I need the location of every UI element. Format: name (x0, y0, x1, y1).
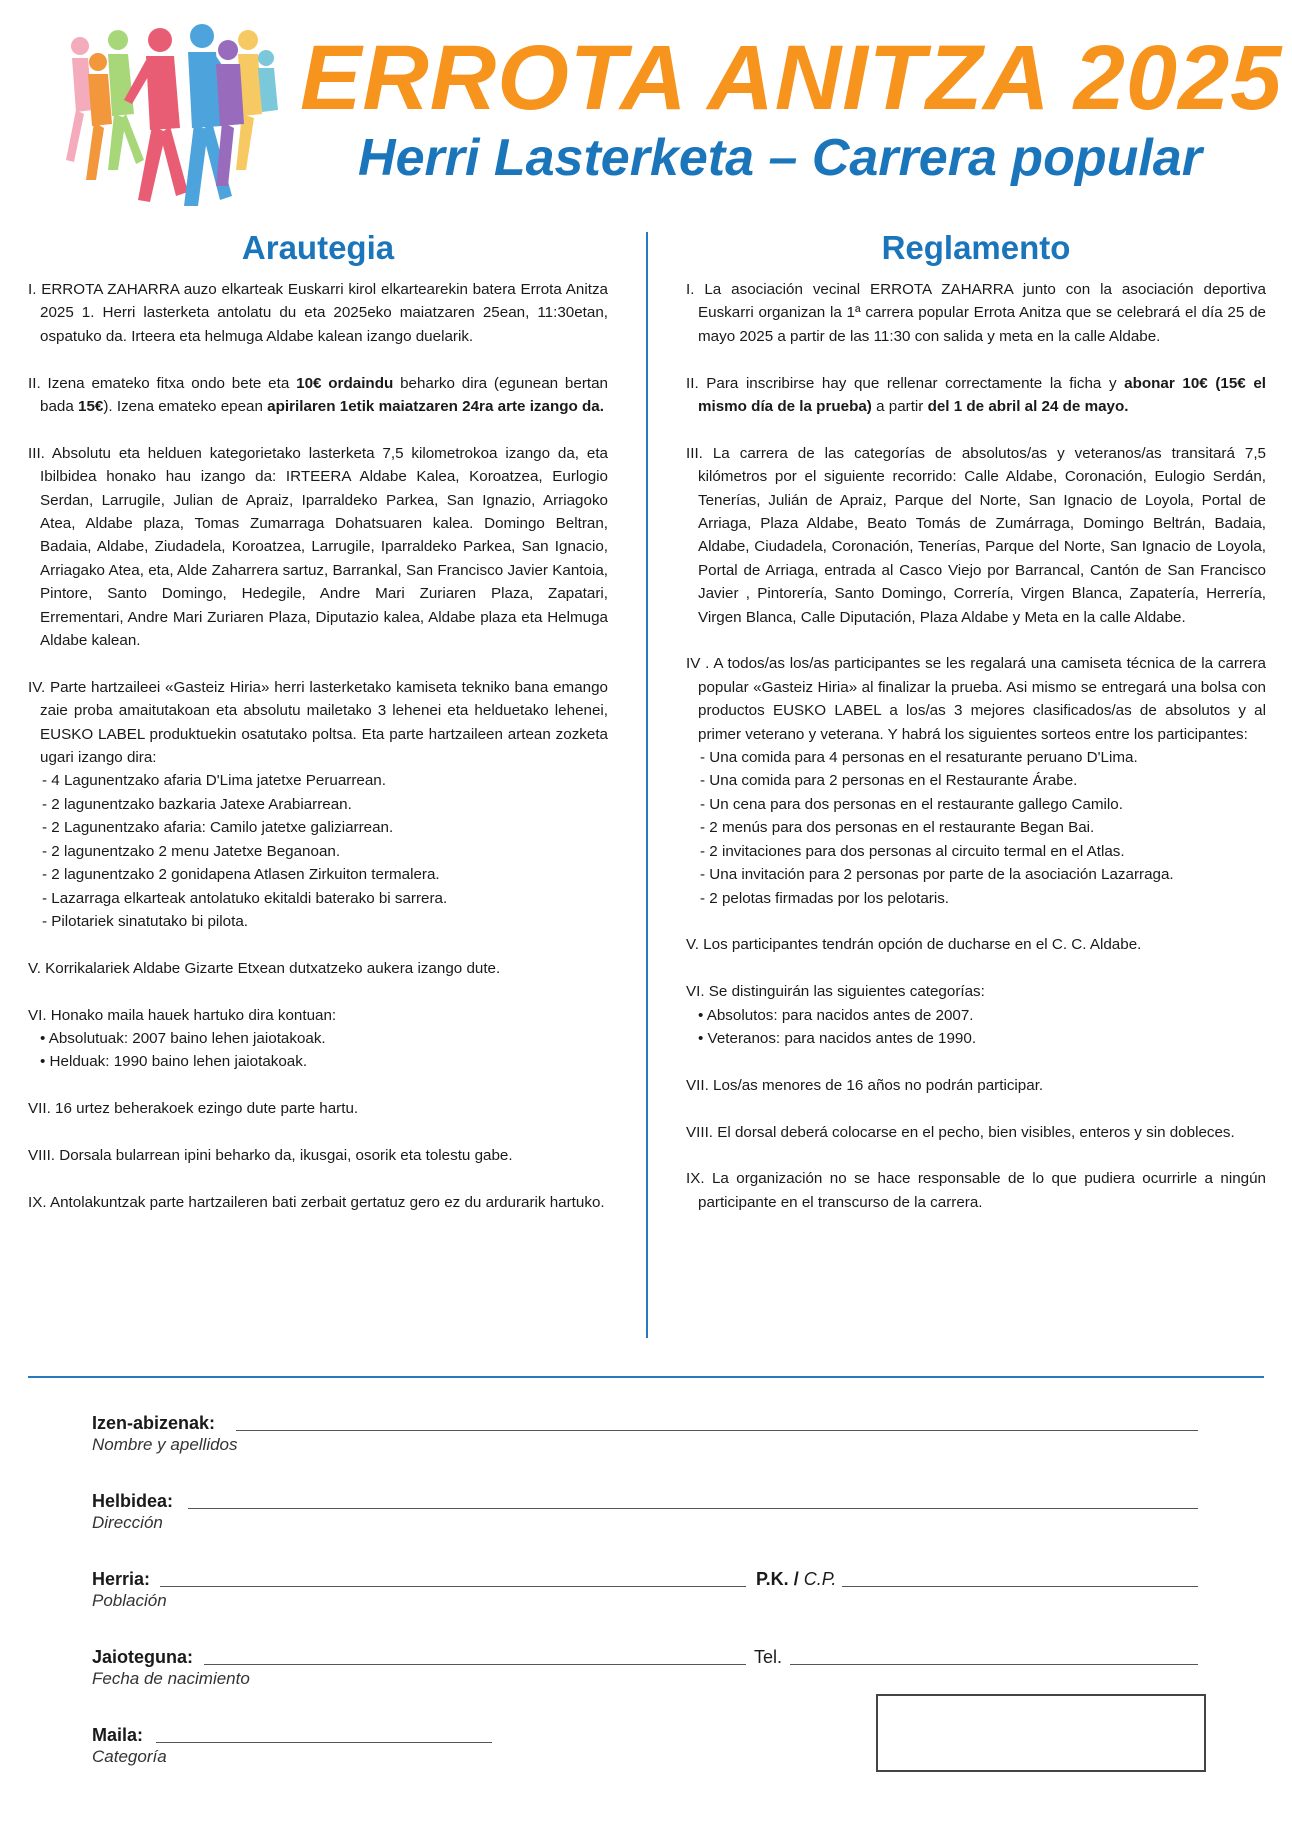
arautegia-section-7 (28, 1097, 608, 1120)
reglamento-s2c: (15€ el mismo día de la prueba) (698, 374, 1266, 416)
reglamento-column (686, 228, 1266, 1238)
phone-field-label (754, 1646, 782, 1668)
arautegia-s1-text: I. ERROTA ZAHARRA auzo elkarteak Euskarri kirol elkartearekin batera Errota Anitza 2025 1. Herri lasterketa antolatu du eta 2025eko maiatzaren 25ean, 11:30etan, ospatuko da. Irteera eta helmuga Aldabe kalean izango duelarik. (28, 281, 608, 345)
arautegia-s3-text: III. Absolutu eta helduen kategorietako lasterketa 7,5 kilometrokoa izango da, eta Ibilbidea honako hau izango da: IRTEERA Aldabe Kalea, Koroatzea, Eurlogio Serdan, Larrugile, Julian de Apraiz, Iparraldeko Parkea, San Ignazio, Arriagoko Atea, Aldabe plaza, Tomas Zumarraga Dohatsuaren kalea. Domingo Beltran, Badaia, Aldabe, Ziudadela, Koroatzea, Larrugile, Iparraldeko Parkea, San Ignacio, Arriagako Atea, eta, Alde Zaharrera sartuz, Barrankal, San Francisco Javier Kantoia, Pintore, Santo Domingo, Hedegile, Andre Mari Zuriaren Plaza, Zapatari, Errementari, Andre Mari Zuriaren Plaza, Diputazio kalea, Aldabe plaza eta Helmuga Aldabe kalean. (28, 444, 608, 650)
category-field-label (92, 1724, 167, 1768)
pk-label-text: P.K. / (756, 1569, 804, 1589)
name-label: Izen-abizenak: (92, 1413, 216, 1433)
arautegia-s2b: 10€ ordaindu (296, 374, 394, 392)
reglamento-section-2 (686, 372, 1266, 419)
arautegia-section-3 (28, 442, 608, 653)
arautegia-s2-text (28, 372, 608, 419)
reglamento-s5-text: V. Los participantes tendrán opción de ducharse en el C. C. Aldabe. (686, 936, 1142, 954)
birthdate-sublabel: Fecha de nacimiento (92, 1669, 250, 1688)
reglamento-s2e: del 1 de abril al 24 de mayo. (927, 398, 1129, 416)
category-input-line[interactable] (156, 1742, 492, 1743)
reglamento-s2-text (686, 372, 1266, 419)
arautegia-heading: Arautegia (241, 229, 395, 266)
reglamento-section-6 (686, 980, 1266, 1050)
arautegia-s6-text: VI. Honako maila hauek hartuko dira kontuan: (28, 1006, 337, 1024)
cp-label-text: C.P. (803, 1569, 837, 1589)
postal-code-input-line[interactable] (842, 1586, 1198, 1587)
official-use-box (876, 1694, 1206, 1772)
arautegia-s7-text: VII. 16 urtez beherakoek ezingo dute parte hartu. (28, 1100, 359, 1118)
phone-label: Tel. (754, 1647, 783, 1667)
list-item: - 2 invitaciones para dos personas al circuito termal en el Atlas. (700, 842, 1125, 860)
postal-code-field-label (756, 1568, 836, 1590)
postal-code-label (756, 1568, 836, 1590)
list-item: - 2 pelotas firmadas por los pelotaris. (700, 889, 950, 907)
list-item: - 2 lagunentzako 2 gonidapena Atlasen Zirkuiton termalera. (42, 866, 440, 884)
event-title: ERROTA ANITZA 2025 (300, 27, 1283, 129)
address-field-label (92, 1490, 173, 1534)
list-item: - Una invitación para 2 personas por parte de la asociación Lazarraga. (700, 866, 1174, 884)
birthdate-field-label (92, 1646, 250, 1690)
name-field-label (92, 1412, 238, 1456)
reglamento-s8-text: VIII. El dorsal deberá colocarse en el pecho, bien visibles, enteros y sin dobleces. (686, 1123, 1235, 1141)
list-item: - Una comida para 2 personas en el Restaurante Árabe. (700, 772, 1078, 790)
reglamento-s7-text: VII. Los/as menores de 16 años no podrán participar. (686, 1076, 1044, 1094)
category-label: Maila: (92, 1725, 144, 1745)
name-input-line[interactable] (236, 1430, 1198, 1431)
reglamento-s1-text: I. La asociación vecinal ERROTA ZAHARRA junto con la asociación deportiva Euskarri organizan la 1ª carrera popular Errota Anitza que se celebrará el día 25 de mayo 2025 a partir de las 11:30 con salida y meta en la calle Aldabe. (686, 281, 1266, 345)
town-label: Herria: (92, 1569, 151, 1589)
arautegia-prize-list (28, 769, 608, 933)
list-item: - 2 Lagunentzako afaria: Camilo jatetxe galiziarrean. (42, 819, 394, 837)
arautegia-section-9 (28, 1191, 608, 1214)
list-item: - Una comida para 4 personas en el resaturante peruano D'Lima. (700, 749, 1138, 767)
list-item: - 2 lagunentzako bazkaria Jatexe Arabiarrean. (42, 795, 352, 813)
list-item: - Lazarraga elkarteak antolatuko ekitaldi baterako bi sarrera. (42, 889, 448, 907)
name-sublabel: Nombre y apellidos (92, 1435, 238, 1454)
column-divider (646, 232, 648, 1338)
arautegia-s8-text: VIII. Dorsala bularrean ipini beharko da, ikusgai, osorik eta tolestu gabe. (28, 1146, 513, 1164)
list-item: - 2 menús para dos personas en el restaurante Began Bai. (700, 819, 1095, 837)
reglamento-heading: Reglamento (881, 229, 1071, 266)
reglamento-s3-text: III. La carrera de las categorías de absolutos/as y veteranos/as transitará 7,5 kilómetros por el siguiente recorrido: Calle Aldabe, Coronación, Eulogio Serdán, Tenerías, Julián de Apraiz, Parque del Norte, San Ignacio de Loyola, Portal de Arriaga, Plaza Aldabe, Beato Tomás de Zumárraga, Domingo Beltrán, Badaia, Aldabe, Ciudadela, Coronación, Tenerías, Parque del Norte, San Ignacio de Loyola, Portal de Arriaga, entrada al Casco Viejo por Barrancal, Cantón de San Francisco Javier , Pintorería, Santo Domingo, Correría, Virgen Blanca, Zapatería, Herrería, Virgen Blanca, Calle Diputación, Plaza Aldabe y Meta en la calle Aldabe. (686, 444, 1266, 626)
runners-logo-icon (52, 10, 292, 220)
arautegia-s2e: ). Izena emateko epean (103, 398, 268, 416)
reglamento-section-4 (686, 652, 1266, 909)
town-sublabel: Población (92, 1591, 167, 1610)
form-separator (28, 1376, 1264, 1378)
reglamento-s9-text: IX. La organización no se hace responsable de lo que pudiera ocurrirle a ningún participante en el transcurso de la carrera. (686, 1170, 1266, 1211)
town-input-line[interactable] (160, 1586, 746, 1587)
reglamento-s2d: a partir (871, 398, 928, 416)
arautegia-column (28, 228, 608, 1238)
address-label: Helbidea: (92, 1491, 174, 1511)
birthdate-label: Jaioteguna: (92, 1647, 194, 1667)
arautegia-section-6 (28, 1004, 608, 1074)
arautegia-category-list (28, 1027, 608, 1074)
list-item: • Helduak: 1990 baino lehen jaiotakoak. (40, 1053, 308, 1071)
reglamento-section-5 (686, 933, 1266, 956)
reglamento-s2a: II. Para inscribirse hay que rellenar correctamente la ficha y (686, 374, 1125, 392)
arautegia-s2c: beharko dira (egunean bertan bada (40, 374, 608, 416)
list-item: - Pilotariek sinatutako bi pilota. (42, 912, 248, 930)
address-input-line[interactable] (188, 1508, 1198, 1509)
reglamento-prize-list (686, 746, 1266, 910)
arautegia-section-1 (28, 278, 608, 348)
list-item: - 2 lagunentzako 2 menu Jatetxe Beganoan. (42, 842, 341, 860)
arautegia-s2a: II. Izena emateko fitxa ondo bete eta (28, 374, 297, 392)
reglamento-s2b: abonar 10€ (1124, 374, 1208, 392)
birthdate-input-line[interactable] (204, 1664, 746, 1665)
reglamento-s6-text: VI. Se distinguirán las siguientes categorías: (686, 983, 985, 1001)
arautegia-section-4 (28, 676, 608, 933)
arautegia-s5-text: V. Korrikalariek Aldabe Gizarte Etxean dutxatzeko aukera izango dute. (28, 959, 501, 977)
reglamento-category-list (686, 1004, 1266, 1051)
reglamento-section-7 (686, 1074, 1266, 1097)
address-sublabel: Dirección (92, 1513, 163, 1532)
list-item: • Absolutuak: 2007 baino lehen jaiotakoak. (40, 1029, 326, 1047)
arautegia-s2d: 15€ (78, 398, 104, 416)
event-subtitle: Herri Lasterketa – Carrera popular (358, 129, 1202, 187)
reglamento-s4-text: IV . A todos/as los/as participantes se les regalará una camiseta técnica de la carrera popular «Gasteiz Hiria» al finalizar la prueba. Asi mismo se entregará una bolsa con productos EUSKO LABEL a los/as 3 mejores clasificados/as de absolutos y al primer veterano y veterana. Y habrá los siguientes sorteos entre los participantes: (686, 655, 1266, 743)
list-item: • Absolutos: para nacidos antes de 2007. (698, 1006, 974, 1024)
town-field-label (92, 1568, 167, 1612)
list-item: • Veteranos: para nacidos antes de 1990. (698, 1029, 977, 1047)
arautegia-section-5 (28, 957, 608, 980)
reglamento-section-8 (686, 1121, 1266, 1144)
arautegia-s2f: apirilaren 1etik maiatzaren 24ra arte izango da. (267, 398, 604, 416)
reglamento-section-9 (686, 1167, 1266, 1214)
reglamento-section-1 (686, 278, 1266, 348)
arautegia-s9-text: IX. Antolakuntzak parte hartzaileren bati zerbait gertatuz gero ez du ardurarik hartuko. (28, 1193, 605, 1211)
list-item: - 4 Lagunentzako afaria D'Lima jatetxe Peruarrean. (42, 772, 386, 790)
list-item: - Un cena para dos personas en el restaurante gallego Camilo. (700, 795, 1123, 813)
arautegia-section-2 (28, 372, 608, 419)
arautegia-section-8 (28, 1144, 608, 1167)
category-sublabel: Categoría (92, 1747, 167, 1766)
arautegia-s4-text: IV. Parte hartzaileei «Gasteiz Hiria» herri lasterketako kamiseta tekniko bana emango zaie proba amaitutakoan eta absolutu mailetako 3 lehenei eta helduetako lehenei, EUSKO LABEL produktuekin osatutako poltsa. Eta parte hartzaileen artean zozketa ugari izango dira: (28, 678, 608, 767)
reglamento-section-3 (686, 442, 1266, 629)
phone-input-line[interactable] (790, 1664, 1198, 1665)
